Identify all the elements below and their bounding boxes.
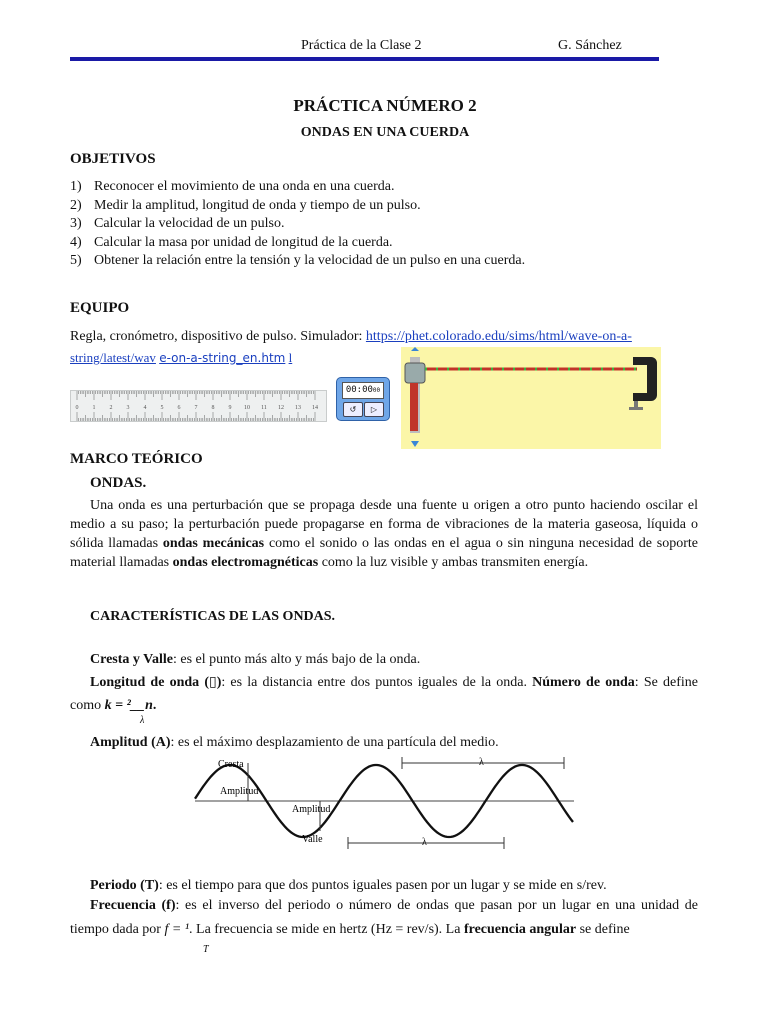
objective-item xyxy=(70,252,525,271)
objective-text: Reconocer el movimiento de una onda en una cuerda. xyxy=(94,179,395,194)
ruler-svg xyxy=(71,391,326,421)
crest-text: : es el punto más alto y más bajo de la onda. xyxy=(172,652,421,667)
wavenumber-formula: k = ²__ᴨ. xyxy=(104,698,157,713)
stopwatch-widget xyxy=(336,377,390,421)
crest-term: Cresta y Valle xyxy=(90,652,173,667)
wrench-handle xyxy=(410,383,418,431)
wave-diagram xyxy=(190,753,576,853)
stopwatch-reset-button[interactable]: ↺ xyxy=(343,402,363,417)
frequency-text: : es el inverso del periodo o número de ondas que pasan por un lugar en una unidad de tiempo dada por xyxy=(70,898,698,937)
objective-item xyxy=(70,178,525,197)
period-text: : es el tiempo para que dos puntos iguales pasen por un lugar y se mide en s/rev. xyxy=(158,878,607,893)
simulator-link-2c[interactable]: l xyxy=(288,350,293,365)
label-cresta: Cresta xyxy=(218,759,244,770)
stopwatch-display xyxy=(342,382,384,399)
stopwatch-hundredths: 00 xyxy=(372,387,381,394)
objective-text: Obtener la relación entre la tensión y la velocidad de un pulso en una cuerda. xyxy=(94,253,526,268)
objective-item xyxy=(70,215,525,234)
objective-number: 2) xyxy=(70,197,82,213)
ruler-number: 7 xyxy=(194,405,198,411)
wavenumber-text: : Se define como xyxy=(70,675,698,713)
stopwatch-play-button[interactable]: ▷ xyxy=(364,402,384,417)
ruler-number: 13 xyxy=(295,405,301,411)
wave-svg xyxy=(190,753,576,853)
ruler-number: 14 xyxy=(312,405,318,411)
amplitude-term: Amplitud (A) xyxy=(90,735,171,750)
wavelength-text: : es la distancia entre dos puntos iguales de la onda. xyxy=(221,675,533,690)
objective-number: 5) xyxy=(70,253,82,268)
stopwatch-time: 00:00 xyxy=(345,385,373,395)
angular-frequency-term: frecuencia angular xyxy=(463,922,577,937)
theory-text: Una onda es una perturbación que se propaga desde una fuente u origen a otro punto haciendo oscilar el medio a su paso; la perturbación puede propagarse en forma de vibraciones de la materia gaseosa, líquida o sólida llamadas xyxy=(70,498,698,551)
theory-paragraph xyxy=(70,496,698,572)
theory-bold: ondas mecánicas xyxy=(162,536,265,551)
amplitude-line xyxy=(90,733,698,752)
frequency-term: Frecuencia (f) xyxy=(90,898,176,913)
arrow-down-icon xyxy=(411,441,419,447)
frequency-denominator: T xyxy=(203,944,209,955)
ruler-number: 10 xyxy=(244,405,250,411)
equipment-heading: EQUIPO xyxy=(70,300,130,316)
wavenumber-term: Número de onda xyxy=(532,675,635,690)
label-amplitud-2: Amplitud xyxy=(292,804,331,815)
simulator-link-1[interactable]: https://phet.colorado.edu/sims/html/wave-on-a- xyxy=(365,329,632,344)
theory-text: como el sonido o las ondas en el agua o sin ninguna necesidad de soporte material llamadas xyxy=(70,536,698,570)
label-valle: Valle xyxy=(302,834,323,845)
ruler-number: 2 xyxy=(109,405,113,411)
simulator-link-2b[interactable]: e-on-a-string_en.htm xyxy=(159,351,286,365)
period-term: Periodo (T) xyxy=(90,878,159,893)
header-rule xyxy=(70,57,659,61)
label-amplitud-1: Amplitud xyxy=(220,786,259,797)
ruler-number: 12 xyxy=(278,405,284,411)
ruler-number: 6 xyxy=(177,405,181,411)
ruler-number: 3 xyxy=(126,405,130,411)
label-lambda-bottom: λ xyxy=(422,837,427,848)
theory-heading: MARCO TEÓRICO xyxy=(70,451,203,467)
objective-item xyxy=(70,197,525,216)
objective-number: 4) xyxy=(70,234,82,250)
objective-text: Medir la amplitud, longitud de onda y tiempo de un pulso. xyxy=(94,197,421,213)
simulator-svg xyxy=(401,347,661,449)
ruler-number: 9 xyxy=(228,405,232,411)
objective-item xyxy=(70,234,525,253)
objective-number: 1) xyxy=(70,179,82,194)
page-title: PRÁCTICA NÚMERO 2 xyxy=(293,96,477,115)
ruler-image xyxy=(70,390,327,422)
simulator-link-2a[interactable]: string/latest/wav xyxy=(70,350,156,365)
frequency-formula: f = ¹ xyxy=(164,922,190,937)
theory-subheading: ONDAS. xyxy=(90,475,147,491)
ruler-number: 0 xyxy=(75,405,79,411)
header-title: Práctica de la Clase 2 xyxy=(301,38,422,53)
clamp-handle xyxy=(629,407,643,410)
objective-text: Calcular la masa por unidad de longitud de la cuerda. xyxy=(94,234,393,250)
ruler-number: 4 xyxy=(143,405,147,411)
equipment-text: Regla, cronómetro, dispositivo de pulso. Simulador: xyxy=(70,329,366,344)
amplitude-text: : es el máximo desplazamiento de una partícula del medio. xyxy=(170,735,499,750)
objective-number: 3) xyxy=(70,216,82,231)
theory-text: como la luz visible y ambas transmiten energía. xyxy=(318,555,589,570)
wave-simulator-image xyxy=(401,347,661,449)
wavelength-paragraph xyxy=(70,671,698,717)
frequency-paragraph xyxy=(70,894,698,942)
header-author: G. Sánchez xyxy=(558,38,622,53)
wrench-clamp-icon xyxy=(405,363,425,383)
objectives-heading: OBJETIVOS xyxy=(70,151,156,167)
frequency-text-3: se define xyxy=(576,922,630,937)
equipment-line-1 xyxy=(70,327,698,346)
objective-text: Calcular la velocidad de un pulso. xyxy=(94,216,285,231)
frequency-text-2: . La frecuencia se mide en hertz (Hz = rev/s). La xyxy=(189,922,464,937)
ruler-number: 1 xyxy=(92,405,96,411)
ruler-number: 5 xyxy=(160,405,164,411)
objectives-list xyxy=(70,178,525,271)
ruler-numbers xyxy=(76,405,319,411)
arrow-up-icon xyxy=(411,347,419,351)
crest-line xyxy=(90,650,698,669)
page-subtitle: ONDAS EN UNA CUERDA xyxy=(300,125,470,140)
characteristics-heading: CARACTERÍSTICAS DE LAS ONDAS. xyxy=(90,609,336,624)
ruler-number: 11 xyxy=(261,405,267,411)
wavenumber-denominator: λ xyxy=(140,715,145,726)
ruler-number: 8 xyxy=(211,405,215,411)
period-line xyxy=(90,876,698,895)
c-clamp-icon xyxy=(633,357,657,401)
label-lambda-top: λ xyxy=(479,757,484,768)
wavelength-term: Longitud de onda (▯) xyxy=(90,675,222,690)
theory-bold: ondas electromagnéticas xyxy=(172,555,319,570)
